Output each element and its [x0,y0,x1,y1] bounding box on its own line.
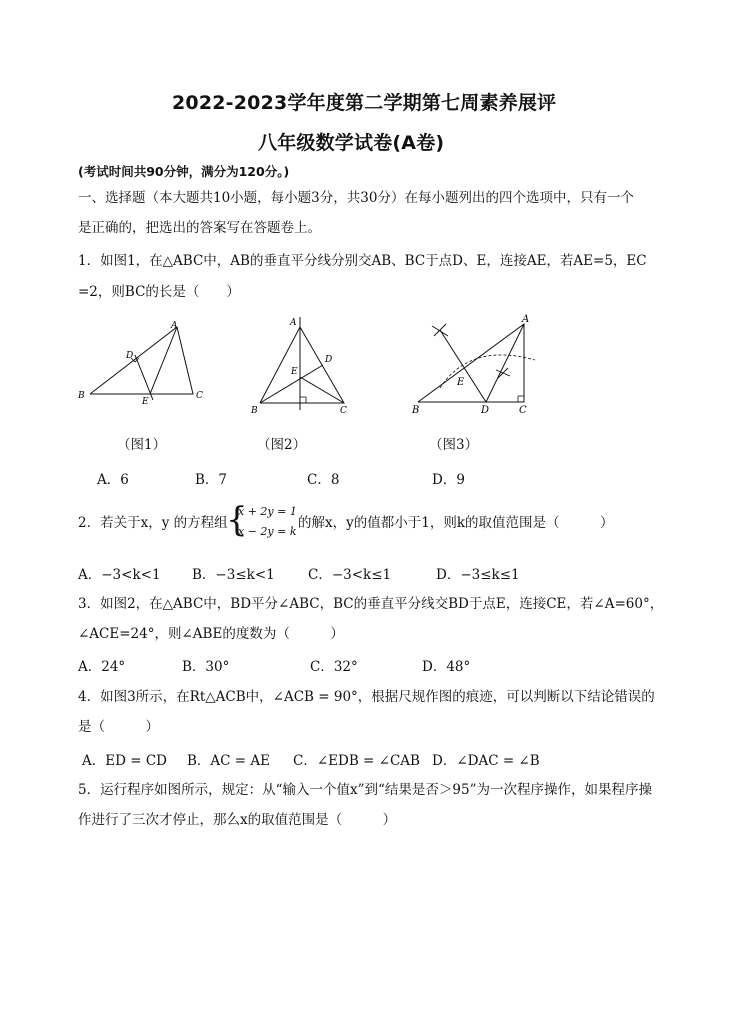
q2-prefix: 2．若关于x，y 的方程组 [78,515,228,531]
section1-intro-line1: 一、选择题（本大题共10小题，每小题3分，共30分）在每小题列出的四个选项中，只有一个 [78,190,634,206]
section1-intro-line2: 是正确的，把选出的答案写在答题卷上。 [78,220,321,236]
q1-line2: =2，则BC的长是（ ） [78,284,240,300]
q4-option-a: A．ED = CD [82,753,167,769]
q4-option-d: D．∠DAC = ∠B [432,753,540,769]
q2-option-d: D．−3≤k≤1 [436,567,520,583]
fig2-label-d: D [325,355,333,365]
q3-line1: 3．如图2，在△ABC中，BD平分∠ABC，BC的垂直平分线交BD于点E，连接CE，若∠A=60°， [78,596,664,612]
q1-option-b: B．7 [195,472,228,488]
q3-option-c: C．32° [310,659,358,675]
figure-1 [75,318,210,408]
q2-brace: { [226,500,248,540]
figure-1-caption: （图1） [117,437,167,453]
fig2-label-b: B [251,406,258,416]
q3-line2: ∠ACE=24°，则∠ABE的度数为（ ） [78,626,344,642]
q2-suffix: 的解x，y的值都小于1，则k的取值范围是（ ） [298,515,614,531]
exam-subtitle: 八年级数学试卷(A卷) [258,132,445,154]
q1-line1: 1．如图1，在△ABC中，AB的垂直平分线分别交AB、BC于点D、E，连接AE，若AE=5，EC [78,253,647,269]
fig1-label-c: C [196,391,203,401]
figure-3 [410,312,550,420]
q4-option-c: C．∠EDB = ∠CAB [293,753,420,769]
q3-option-b: B．30° [182,659,230,675]
fig1-label-b: B [78,391,85,401]
q2-option-a: A．−3<k<1 [78,567,161,583]
exam-info: (考试时间共90分钟，满分为120分。) [78,164,290,179]
q2-option-c: C．−3<k≤1 [308,567,392,583]
q5-line2: 作进行了三次才停止，那么x的取值范围是（ ） [78,812,397,828]
q1-option-d: D．9 [432,472,465,488]
q5-line1: 5．运行程序如图所示，规定：从“输入一个值x”到“结果是否＞95”为一次程序操作，如果程序操 [78,782,652,798]
q2-equation-1: x + 2y = 1 [238,505,297,518]
figure-2-caption: （图2） [257,437,307,453]
q1-option-c: C．8 [307,472,340,488]
q4-option-b: B．AC = AE [187,753,270,769]
fig2-label-c: C [340,406,347,416]
figure-2 [248,315,360,420]
fig2-label-a: A [290,318,297,328]
fig1-label-d: D [126,351,134,361]
fig3-label-c: C [519,405,527,416]
fig3-label-d: D [481,405,490,416]
q1-option-a: A．6 [97,472,129,488]
fig3-label-e: E [457,377,465,388]
figure-3-caption: （图3） [429,437,479,453]
fig1-label-e: E [142,397,149,407]
fig3-label-b: B [412,405,420,416]
fig2-label-e: E [291,367,298,377]
q2-equation-2: x − 2y = k [238,525,297,538]
q3-option-d: D．48° [422,659,471,675]
q2-option-b: B．−3≤k<1 [192,567,275,583]
exam-title: 2022-2023学年度第二学期第七周素养展评 [172,92,557,114]
fig1-label-a: A [171,321,178,331]
q4-line1: 4．如图3所示，在Rt△ACB中，∠ACB = 90°，根据尺规作图的痕迹，可以判断以下结论错误的 [78,689,655,705]
q4-line2: 是（ ） [78,719,159,735]
q3-option-a: A．24° [78,659,126,675]
fig3-label-a: A [522,314,530,325]
